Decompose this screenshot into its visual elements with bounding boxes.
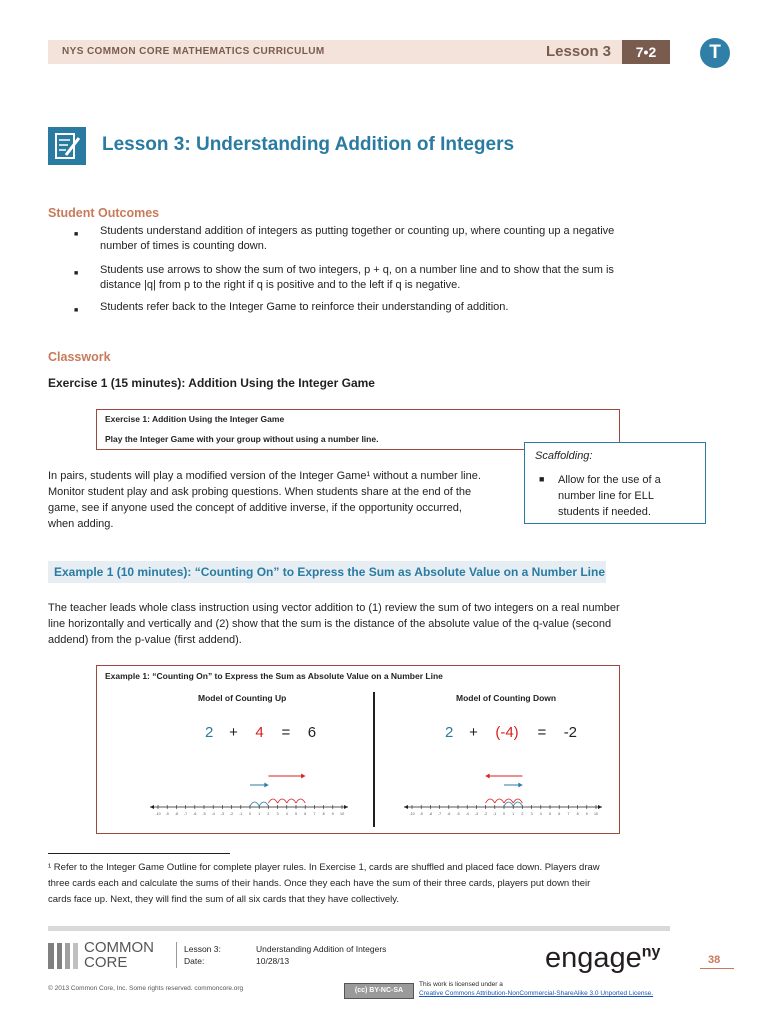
license-text: This work is licensed under a (419, 981, 503, 988)
axis-arrow-right (344, 805, 348, 809)
teacher-badge: T (700, 38, 730, 68)
bullet-icon: ■ (74, 270, 79, 277)
p-arrowhead (518, 783, 522, 788)
footer-date-label: Date: (184, 956, 205, 966)
tick-label: -7 (183, 812, 188, 816)
tick-label: 5 (549, 812, 551, 816)
q-hop (495, 799, 504, 803)
example-para-line: addend) from the p-value (first addend). (48, 634, 242, 646)
classwork-paragraph (48, 468, 481, 532)
page-number-rule (700, 968, 734, 969)
number-line-counting-up (150, 765, 350, 825)
outcome-3-line1: Students refer back to the Integer Game to reinforce their understanding of addition. (100, 301, 509, 313)
engageny-logo (545, 942, 660, 975)
scaffolding-text: Allow for the use of a number line for ELL students if needed. (558, 474, 661, 518)
footer-lesson-label: Lesson 3: (184, 944, 221, 954)
tick-label: 0 (503, 812, 505, 816)
tick-label: -1 (239, 812, 243, 816)
tick-label: -5 (202, 812, 206, 816)
model-down-equation (445, 724, 577, 741)
tick-label: 6 (558, 812, 561, 816)
tick-label: -10 (409, 812, 415, 816)
p-hop (259, 802, 268, 806)
plus-sign: + (229, 724, 238, 741)
p-hop (250, 802, 259, 806)
tick-label: -8 (174, 812, 179, 816)
tick-label: 2 (521, 812, 524, 816)
tick-label: 9 (331, 812, 334, 816)
outcome-2-line2: distance |q| from p to the right if q is positive and to the left if q is negative. (100, 279, 461, 291)
equals-sign: = (281, 724, 291, 741)
common-core-logo-icon (48, 943, 80, 969)
axis-arrow-left (150, 805, 154, 809)
bullet-icon: ■ (539, 474, 545, 484)
tick-label: 7 (567, 812, 570, 816)
bullet-icon: ■ (74, 307, 79, 314)
tick-label: -3 (220, 812, 225, 816)
tick-label: -2 (229, 812, 234, 816)
model-up-heading: Model of Counting Up (198, 693, 287, 703)
tick-label: -1 (493, 812, 497, 816)
cc-license-badge: (cc) BY-NC-SA (344, 983, 414, 999)
outcome-1-line1: Students understand addition of integers as putting together or counting up, where counting up a negative (100, 225, 615, 237)
exercise-1-box-title: Exercise 1: Addition Using the Integer Game (105, 414, 285, 424)
tick-label: 3 (530, 812, 533, 816)
q-arrowhead (301, 774, 305, 779)
ny-text: ny (641, 943, 661, 961)
q-hop (296, 799, 305, 803)
outcome-1-line2: number of times is counting down. (100, 240, 267, 252)
classwork-para-line: game, see if anyone used the concept of additive inverse, if the opportunity occurred, (48, 502, 462, 514)
bullet-icon: ■ (74, 231, 79, 238)
footnote (48, 860, 668, 908)
q-hop (278, 799, 287, 803)
q-hop (504, 799, 513, 803)
q-hop (513, 799, 522, 803)
q-hop (486, 799, 495, 803)
tick-label: -8 (428, 812, 433, 816)
tick-label: -4 (211, 812, 215, 816)
scaffolding-box (524, 442, 706, 524)
tick-label: 1 (512, 812, 515, 816)
example-para-line: line horizontally and vertically and (2) show that the sum is the distance of the absolute value of the q-value (second (48, 618, 612, 630)
tick-label: -9 (419, 812, 423, 816)
footer-date-value: 10/28/13 (256, 956, 290, 966)
tick-label: 0 (249, 812, 251, 816)
tick-label: 6 (304, 812, 307, 816)
tick-label: 2 (267, 812, 270, 816)
tick-label: 8 (576, 812, 579, 816)
footnote-line: ¹ Refer to the Integer Game Outline for complete player rules. In Exercise 1, cards are shuffled and placed face down. Players draw (48, 862, 600, 873)
axis-arrow-right (598, 805, 602, 809)
exercise-1-box-text: Play the Integer Game with your group without using a number line. (105, 434, 379, 444)
outcome-2-line1: Students use arrows to show the sum of two integers, p + q, on a number line and to show that the sum is (100, 264, 614, 276)
sum-result: 6 (307, 724, 317, 741)
tick-label: -3 (474, 812, 479, 816)
p-arrowhead (264, 783, 268, 788)
header-lesson: Lesson 3 (546, 43, 612, 60)
model-divider (373, 692, 375, 827)
example-1-box-title: Example 1: “Counting On” to Express the Sum as Absolute Value on a Number Line (105, 671, 443, 681)
example-1-paragraph (48, 600, 620, 648)
tick-label: 4 (285, 812, 288, 816)
student-outcomes-heading: Student Outcomes (48, 206, 160, 220)
footer-divider (176, 942, 177, 968)
notepad-pencil-icon (48, 127, 86, 165)
model-down-heading: Model of Counting Down (456, 693, 557, 703)
p-hop (504, 802, 513, 806)
license-link[interactable]: Creative Commons Attribution-NonCommercial-ShareAlike 3.0 Unported License. (419, 990, 654, 997)
tick-label: 4 (539, 812, 542, 816)
tick-label: 3 (276, 812, 279, 816)
logo-line-1: COMMON (84, 939, 154, 956)
addend-q: (-4) (495, 724, 519, 741)
engage-text: engage (545, 942, 642, 974)
q-arrowhead (486, 774, 490, 779)
scaffolding-heading: Scaffolding: (535, 450, 593, 462)
tick-label: -7 (437, 812, 442, 816)
tick-label: 10 (340, 812, 344, 816)
footnote-line: cards face up. Next, they will find the sum of all six cards that they have collectively. (48, 894, 399, 905)
page-number: 38 (708, 954, 721, 966)
classwork-para-line: Monitor student play and ask probing questions. When students share at the end of the (48, 486, 472, 498)
tick-label: -9 (165, 812, 169, 816)
tick-label: -4 (465, 812, 469, 816)
tick-label: 5 (295, 812, 297, 816)
example-para-line: The teacher leads whole class instruction using vector addition to (1) review the sum of two integers on a real number (48, 602, 620, 614)
footer-rule (48, 926, 670, 931)
number-line-counting-down (404, 765, 604, 825)
tick-label: 9 (585, 812, 588, 816)
classwork-para-line: when adding. (48, 518, 114, 530)
footnote-rule (48, 853, 230, 854)
plus-sign: + (469, 724, 478, 741)
tick-label: -6 (447, 812, 451, 816)
axis-arrow-left (404, 805, 408, 809)
model-up-equation (205, 724, 316, 741)
lesson-title: Lesson 3: Understanding Addition of Integers (102, 134, 515, 155)
q-hop (268, 799, 277, 803)
q-hop (287, 799, 296, 803)
tick-label: 10 (594, 812, 598, 816)
curriculum-title: NYS COMMON CORE MATHEMATICS CURRICULUM (62, 46, 325, 57)
footnote-line: three cards each and calculate the sums of their hands. Once they each have the sum of their three cards, players put down their (48, 878, 591, 889)
addend-q: 4 (255, 724, 264, 741)
common-core-logo-text (84, 940, 154, 970)
addend-p: 2 (445, 724, 454, 741)
addend-p: 2 (205, 724, 214, 741)
classwork-para-line: In pairs, students will play a modified version of the Integer Game¹ without a number line. (48, 470, 481, 482)
tick-label: 7 (313, 812, 316, 816)
tick-label: -10 (155, 812, 161, 816)
tick-label: -2 (483, 812, 488, 816)
p-hop (513, 802, 522, 806)
tick-label: 8 (322, 812, 325, 816)
tick-label: -5 (456, 812, 460, 816)
classwork-heading: Classwork (48, 350, 111, 364)
copyright: © 2013 Common Core, Inc. Some rights reserved. commoncore.org (48, 985, 244, 992)
logo-line-2: CORE (84, 954, 128, 971)
tick-label: 1 (258, 812, 261, 816)
sum-result: -2 (563, 724, 578, 741)
exercise-1-heading: Exercise 1 (15 minutes): Addition Using the Integer Game (48, 376, 375, 390)
tick-label: -6 (193, 812, 197, 816)
example-1-heading: Example 1 (10 minutes): “Counting On” to Express the Sum as Absolute Value on a Number Line (54, 565, 605, 579)
footer-lesson-value: Understanding Addition of Integers (256, 944, 387, 954)
equals-sign: = (537, 724, 547, 741)
grade-module-badge: 7•2 (622, 40, 670, 64)
